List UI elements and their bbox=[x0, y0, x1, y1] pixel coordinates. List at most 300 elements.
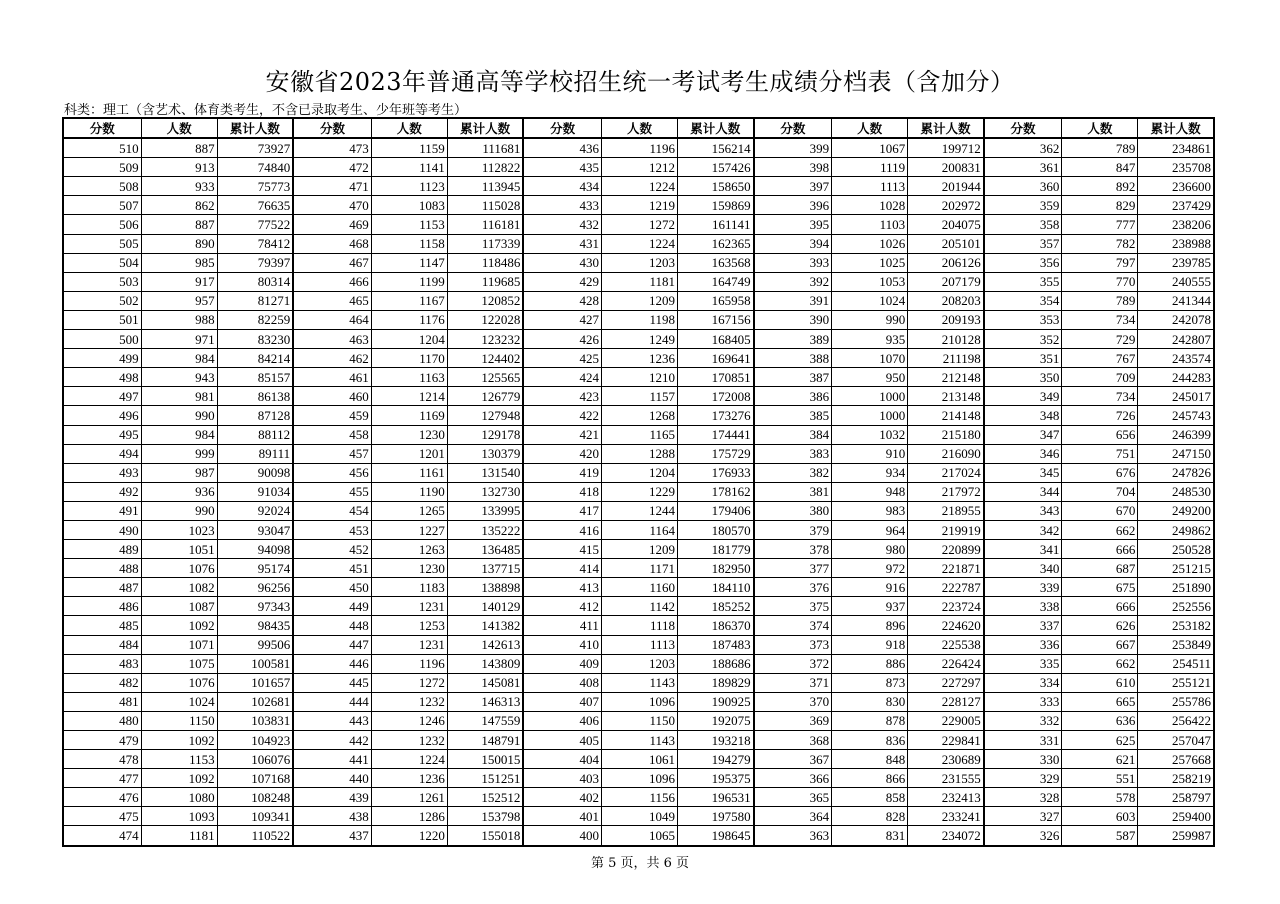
score-cell: 450 bbox=[293, 578, 371, 597]
category-label: 科类：理工（含艺术、体育类考生，不含已录取考生、少年班等考生） bbox=[64, 103, 468, 118]
count-cell: 667 bbox=[1062, 635, 1138, 654]
score-cell: 330 bbox=[984, 750, 1062, 769]
score-cell: 455 bbox=[293, 482, 371, 501]
count-cell: 848 bbox=[832, 750, 908, 769]
cumulative-cell: 98435 bbox=[217, 616, 293, 635]
score-cell: 359 bbox=[984, 196, 1062, 215]
score-cell: 483 bbox=[63, 654, 141, 673]
score-cell: 487 bbox=[63, 578, 141, 597]
count-cell: 734 bbox=[1062, 387, 1138, 406]
table-row bbox=[63, 750, 1214, 769]
cumulative-cell: 115028 bbox=[447, 196, 523, 215]
header-count: 人数 bbox=[601, 118, 677, 138]
cumulative-cell: 79397 bbox=[217, 253, 293, 272]
score-cell: 362 bbox=[984, 138, 1062, 158]
cumulative-cell: 181779 bbox=[678, 540, 754, 559]
score-cell: 406 bbox=[523, 711, 601, 730]
count-cell: 603 bbox=[1062, 807, 1138, 826]
cumulative-cell: 142613 bbox=[447, 635, 523, 654]
score-cell: 500 bbox=[63, 330, 141, 349]
score-cell: 386 bbox=[754, 387, 832, 406]
cumulative-cell: 151251 bbox=[447, 769, 523, 788]
cumulative-cell: 248530 bbox=[1138, 482, 1214, 501]
cumulative-cell: 141382 bbox=[447, 616, 523, 635]
count-cell: 913 bbox=[141, 158, 217, 177]
score-cell: 463 bbox=[293, 330, 371, 349]
count-cell: 665 bbox=[1062, 692, 1138, 711]
score-cell: 447 bbox=[293, 635, 371, 654]
cumulative-cell: 208203 bbox=[908, 291, 984, 310]
score-cell: 421 bbox=[523, 425, 601, 444]
score-cell: 456 bbox=[293, 463, 371, 482]
count-cell: 1025 bbox=[832, 253, 908, 272]
score-cell: 405 bbox=[523, 731, 601, 750]
cumulative-cell: 73927 bbox=[217, 138, 293, 158]
count-cell: 1214 bbox=[371, 387, 447, 406]
header-cumulative: 累计人数 bbox=[217, 118, 293, 138]
count-cell: 1201 bbox=[371, 444, 447, 463]
count-cell: 990 bbox=[832, 310, 908, 329]
cumulative-cell: 111681 bbox=[447, 138, 523, 158]
score-cell: 350 bbox=[984, 368, 1062, 387]
cumulative-cell: 145081 bbox=[447, 673, 523, 692]
count-cell: 984 bbox=[141, 425, 217, 444]
score-cell: 374 bbox=[754, 616, 832, 635]
cumulative-cell: 246399 bbox=[1138, 425, 1214, 444]
score-cell: 376 bbox=[754, 578, 832, 597]
count-cell: 1156 bbox=[601, 788, 677, 807]
score-cell: 373 bbox=[754, 635, 832, 654]
cumulative-cell: 230689 bbox=[908, 750, 984, 769]
score-cell: 477 bbox=[63, 769, 141, 788]
score-cell: 430 bbox=[523, 253, 601, 272]
count-cell: 1224 bbox=[601, 177, 677, 196]
score-cell: 504 bbox=[63, 253, 141, 272]
score-cell: 369 bbox=[754, 711, 832, 730]
score-cell: 392 bbox=[754, 272, 832, 291]
score-cell: 349 bbox=[984, 387, 1062, 406]
score-cell: 411 bbox=[523, 616, 601, 635]
count-cell: 918 bbox=[832, 635, 908, 654]
count-cell: 990 bbox=[141, 406, 217, 425]
table-header-row bbox=[63, 118, 1214, 138]
cumulative-cell: 199712 bbox=[908, 138, 984, 158]
count-cell: 1169 bbox=[371, 406, 447, 425]
count-cell: 1209 bbox=[601, 291, 677, 310]
count-cell: 1024 bbox=[141, 692, 217, 711]
table-row bbox=[63, 482, 1214, 501]
count-cell: 935 bbox=[832, 330, 908, 349]
cumulative-cell: 164749 bbox=[678, 272, 754, 291]
score-cell: 342 bbox=[984, 520, 1062, 539]
count-cell: 950 bbox=[832, 368, 908, 387]
count-cell: 670 bbox=[1062, 501, 1138, 520]
table-row bbox=[63, 463, 1214, 482]
table-row bbox=[63, 501, 1214, 520]
cumulative-cell: 249200 bbox=[1138, 501, 1214, 520]
score-cell: 462 bbox=[293, 349, 371, 368]
score-cell: 371 bbox=[754, 673, 832, 692]
cumulative-cell: 204075 bbox=[908, 215, 984, 234]
count-cell: 1253 bbox=[371, 616, 447, 635]
score-cell: 383 bbox=[754, 444, 832, 463]
score-cell: 389 bbox=[754, 330, 832, 349]
score-cell: 419 bbox=[523, 463, 601, 482]
score-cell: 407 bbox=[523, 692, 601, 711]
count-cell: 1232 bbox=[371, 731, 447, 750]
score-cell: 339 bbox=[984, 578, 1062, 597]
table-row bbox=[63, 387, 1214, 406]
score-cell: 329 bbox=[984, 769, 1062, 788]
table-row bbox=[63, 597, 1214, 616]
score-cell: 394 bbox=[754, 234, 832, 253]
cumulative-cell: 74840 bbox=[217, 158, 293, 177]
page-title: 安徽省2023年普通高等学校招生统一考试考生成绩分档表（含加分） bbox=[265, 68, 1015, 96]
cumulative-cell: 104923 bbox=[217, 731, 293, 750]
count-cell: 1244 bbox=[601, 501, 677, 520]
cumulative-cell: 102681 bbox=[217, 692, 293, 711]
score-cell: 375 bbox=[754, 597, 832, 616]
score-cell: 356 bbox=[984, 253, 1062, 272]
header-cumulative: 累计人数 bbox=[908, 118, 984, 138]
cumulative-cell: 227297 bbox=[908, 673, 984, 692]
score-cell: 446 bbox=[293, 654, 371, 673]
count-cell: 1176 bbox=[371, 310, 447, 329]
count-cell: 831 bbox=[832, 826, 908, 846]
score-cell: 435 bbox=[523, 158, 601, 177]
score-cell: 363 bbox=[754, 826, 832, 846]
count-cell: 777 bbox=[1062, 215, 1138, 234]
count-cell: 1265 bbox=[371, 501, 447, 520]
cumulative-cell: 216090 bbox=[908, 444, 984, 463]
score-cell: 491 bbox=[63, 501, 141, 520]
score-cell: 426 bbox=[523, 330, 601, 349]
score-cell: 340 bbox=[984, 559, 1062, 578]
count-cell: 751 bbox=[1062, 444, 1138, 463]
cumulative-cell: 129178 bbox=[447, 425, 523, 444]
score-cell: 347 bbox=[984, 425, 1062, 444]
score-cell: 361 bbox=[984, 158, 1062, 177]
table-row bbox=[63, 769, 1214, 788]
score-cell: 341 bbox=[984, 540, 1062, 559]
count-cell: 1171 bbox=[601, 559, 677, 578]
count-cell: 789 bbox=[1062, 138, 1138, 158]
cumulative-cell: 147559 bbox=[447, 711, 523, 730]
score-cell: 493 bbox=[63, 463, 141, 482]
cumulative-cell: 77522 bbox=[217, 215, 293, 234]
table-row bbox=[63, 368, 1214, 387]
cumulative-cell: 253849 bbox=[1138, 635, 1214, 654]
score-cell: 384 bbox=[754, 425, 832, 444]
count-cell: 829 bbox=[1062, 196, 1138, 215]
cumulative-cell: 198645 bbox=[678, 826, 754, 846]
score-cell: 436 bbox=[523, 138, 601, 158]
table-row bbox=[63, 177, 1214, 196]
table-row bbox=[63, 310, 1214, 329]
score-cell: 335 bbox=[984, 654, 1062, 673]
cumulative-cell: 97343 bbox=[217, 597, 293, 616]
count-cell: 981 bbox=[141, 387, 217, 406]
score-table bbox=[62, 117, 1215, 847]
count-cell: 1150 bbox=[141, 711, 217, 730]
score-cell: 378 bbox=[754, 540, 832, 559]
count-cell: 675 bbox=[1062, 578, 1138, 597]
count-cell: 1158 bbox=[371, 234, 447, 253]
score-cell: 473 bbox=[293, 138, 371, 158]
score-cell: 388 bbox=[754, 349, 832, 368]
cumulative-cell: 259987 bbox=[1138, 826, 1214, 846]
score-cell: 360 bbox=[984, 177, 1062, 196]
count-cell: 1026 bbox=[832, 234, 908, 253]
count-cell: 910 bbox=[832, 444, 908, 463]
cumulative-cell: 135222 bbox=[447, 520, 523, 539]
score-cell: 429 bbox=[523, 272, 601, 291]
score-cell: 346 bbox=[984, 444, 1062, 463]
cumulative-cell: 231555 bbox=[908, 769, 984, 788]
cumulative-cell: 118486 bbox=[447, 253, 523, 272]
score-cell: 507 bbox=[63, 196, 141, 215]
cumulative-cell: 106076 bbox=[217, 750, 293, 769]
table-row bbox=[63, 253, 1214, 272]
count-cell: 964 bbox=[832, 520, 908, 539]
score-cell: 417 bbox=[523, 501, 601, 520]
count-cell: 1083 bbox=[371, 196, 447, 215]
count-cell: 1080 bbox=[141, 788, 217, 807]
header-score: 分数 bbox=[63, 118, 141, 138]
cumulative-cell: 257668 bbox=[1138, 750, 1214, 769]
header-count: 人数 bbox=[141, 118, 217, 138]
score-cell: 492 bbox=[63, 482, 141, 501]
count-cell: 847 bbox=[1062, 158, 1138, 177]
cumulative-cell: 159869 bbox=[678, 196, 754, 215]
score-cell: 333 bbox=[984, 692, 1062, 711]
count-cell: 980 bbox=[832, 540, 908, 559]
count-cell: 988 bbox=[141, 310, 217, 329]
cumulative-cell: 206126 bbox=[908, 253, 984, 272]
score-cell: 485 bbox=[63, 616, 141, 635]
count-cell: 1199 bbox=[371, 272, 447, 291]
cumulative-cell: 205101 bbox=[908, 234, 984, 253]
score-cell: 413 bbox=[523, 578, 601, 597]
count-cell: 551 bbox=[1062, 769, 1138, 788]
count-cell: 830 bbox=[832, 692, 908, 711]
table-row bbox=[63, 559, 1214, 578]
score-cell: 465 bbox=[293, 291, 371, 310]
cumulative-cell: 163568 bbox=[678, 253, 754, 272]
count-cell: 1288 bbox=[601, 444, 677, 463]
score-cell: 467 bbox=[293, 253, 371, 272]
score-cell: 479 bbox=[63, 731, 141, 750]
score-cell: 393 bbox=[754, 253, 832, 272]
score-cell: 367 bbox=[754, 750, 832, 769]
score-cell: 409 bbox=[523, 654, 601, 673]
score-cell: 404 bbox=[523, 750, 601, 769]
count-cell: 1263 bbox=[371, 540, 447, 559]
cumulative-cell: 78412 bbox=[217, 234, 293, 253]
score-cell: 476 bbox=[63, 788, 141, 807]
score-cell: 466 bbox=[293, 272, 371, 291]
count-cell: 886 bbox=[832, 654, 908, 673]
score-cell: 469 bbox=[293, 215, 371, 234]
score-cell: 451 bbox=[293, 559, 371, 578]
cumulative-cell: 127948 bbox=[447, 406, 523, 425]
score-cell: 496 bbox=[63, 406, 141, 425]
count-cell: 1150 bbox=[601, 711, 677, 730]
cumulative-cell: 193218 bbox=[678, 731, 754, 750]
cumulative-cell: 196531 bbox=[678, 788, 754, 807]
header-count: 人数 bbox=[371, 118, 447, 138]
count-cell: 797 bbox=[1062, 253, 1138, 272]
cumulative-cell: 174441 bbox=[678, 425, 754, 444]
count-cell: 666 bbox=[1062, 540, 1138, 559]
count-cell: 990 bbox=[141, 501, 217, 520]
cumulative-cell: 84214 bbox=[217, 349, 293, 368]
cumulative-cell: 165958 bbox=[678, 291, 754, 310]
cumulative-cell: 255786 bbox=[1138, 692, 1214, 711]
cumulative-cell: 86138 bbox=[217, 387, 293, 406]
cumulative-cell: 125565 bbox=[447, 368, 523, 387]
cumulative-cell: 256422 bbox=[1138, 711, 1214, 730]
table-row bbox=[63, 349, 1214, 368]
cumulative-cell: 161141 bbox=[678, 215, 754, 234]
score-cell: 327 bbox=[984, 807, 1062, 826]
count-cell: 1096 bbox=[601, 692, 677, 711]
score-cell: 395 bbox=[754, 215, 832, 234]
table-row bbox=[63, 291, 1214, 310]
cumulative-cell: 222787 bbox=[908, 578, 984, 597]
count-cell: 1181 bbox=[141, 826, 217, 846]
count-cell: 1143 bbox=[601, 731, 677, 750]
table-row bbox=[63, 138, 1214, 158]
cumulative-cell: 219919 bbox=[908, 520, 984, 539]
score-cell: 454 bbox=[293, 501, 371, 520]
score-cell: 478 bbox=[63, 750, 141, 769]
cumulative-cell: 253182 bbox=[1138, 616, 1214, 635]
cumulative-cell: 244283 bbox=[1138, 368, 1214, 387]
count-cell: 1230 bbox=[371, 425, 447, 444]
cumulative-cell: 189829 bbox=[678, 673, 754, 692]
count-cell: 984 bbox=[141, 349, 217, 368]
score-cell: 458 bbox=[293, 425, 371, 444]
score-cell: 338 bbox=[984, 597, 1062, 616]
count-cell: 972 bbox=[832, 559, 908, 578]
count-cell: 1092 bbox=[141, 769, 217, 788]
score-cell: 503 bbox=[63, 272, 141, 291]
count-cell: 957 bbox=[141, 291, 217, 310]
count-cell: 971 bbox=[141, 330, 217, 349]
score-cell: 481 bbox=[63, 692, 141, 711]
count-cell: 1167 bbox=[371, 291, 447, 310]
count-cell: 687 bbox=[1062, 559, 1138, 578]
count-cell: 1032 bbox=[832, 425, 908, 444]
cumulative-cell: 238206 bbox=[1138, 215, 1214, 234]
score-cell: 381 bbox=[754, 482, 832, 501]
score-cell: 398 bbox=[754, 158, 832, 177]
score-cell: 396 bbox=[754, 196, 832, 215]
count-cell: 1161 bbox=[371, 463, 447, 482]
score-cell: 414 bbox=[523, 559, 601, 578]
count-cell: 636 bbox=[1062, 711, 1138, 730]
cumulative-cell: 232413 bbox=[908, 788, 984, 807]
cumulative-cell: 123232 bbox=[447, 330, 523, 349]
count-cell: 948 bbox=[832, 482, 908, 501]
cumulative-cell: 200831 bbox=[908, 158, 984, 177]
score-cell: 431 bbox=[523, 234, 601, 253]
score-cell: 366 bbox=[754, 769, 832, 788]
count-cell: 890 bbox=[141, 234, 217, 253]
count-cell: 1000 bbox=[832, 387, 908, 406]
count-cell: 987 bbox=[141, 463, 217, 482]
score-cell: 441 bbox=[293, 750, 371, 769]
cumulative-cell: 185252 bbox=[678, 597, 754, 616]
cumulative-cell: 241344 bbox=[1138, 291, 1214, 310]
count-cell: 1023 bbox=[141, 520, 217, 539]
count-cell: 1049 bbox=[601, 807, 677, 826]
header-score: 分数 bbox=[523, 118, 601, 138]
cumulative-cell: 88112 bbox=[217, 425, 293, 444]
score-cell: 482 bbox=[63, 673, 141, 692]
cumulative-cell: 192075 bbox=[678, 711, 754, 730]
cumulative-cell: 202972 bbox=[908, 196, 984, 215]
score-cell: 432 bbox=[523, 215, 601, 234]
cumulative-cell: 94098 bbox=[217, 540, 293, 559]
score-cell: 326 bbox=[984, 826, 1062, 846]
score-cell: 470 bbox=[293, 196, 371, 215]
cumulative-cell: 201944 bbox=[908, 177, 984, 196]
count-cell: 625 bbox=[1062, 731, 1138, 750]
cumulative-cell: 238988 bbox=[1138, 234, 1214, 253]
score-cell: 400 bbox=[523, 826, 601, 846]
table-row bbox=[63, 215, 1214, 234]
header-score: 分数 bbox=[293, 118, 371, 138]
score-cell: 397 bbox=[754, 177, 832, 196]
count-cell: 1067 bbox=[832, 138, 908, 158]
score-cell: 499 bbox=[63, 349, 141, 368]
count-cell: 1157 bbox=[601, 387, 677, 406]
score-cell: 410 bbox=[523, 635, 601, 654]
score-cell: 484 bbox=[63, 635, 141, 654]
table-row bbox=[63, 520, 1214, 539]
cumulative-cell: 75773 bbox=[217, 177, 293, 196]
cumulative-cell: 209193 bbox=[908, 310, 984, 329]
cumulative-cell: 251215 bbox=[1138, 559, 1214, 578]
score-cell: 352 bbox=[984, 330, 1062, 349]
cumulative-cell: 168405 bbox=[678, 330, 754, 349]
score-cell: 425 bbox=[523, 349, 601, 368]
cumulative-cell: 235708 bbox=[1138, 158, 1214, 177]
header-cumulative: 累计人数 bbox=[1138, 118, 1214, 138]
header-score: 分数 bbox=[754, 118, 832, 138]
cumulative-cell: 150015 bbox=[447, 750, 523, 769]
count-cell: 1153 bbox=[141, 750, 217, 769]
count-cell: 916 bbox=[832, 578, 908, 597]
score-cell: 353 bbox=[984, 310, 1062, 329]
cumulative-cell: 179406 bbox=[678, 501, 754, 520]
score-cell: 464 bbox=[293, 310, 371, 329]
count-cell: 1119 bbox=[832, 158, 908, 177]
cumulative-cell: 242078 bbox=[1138, 310, 1214, 329]
cumulative-cell: 258797 bbox=[1138, 788, 1214, 807]
score-cell: 412 bbox=[523, 597, 601, 616]
cumulative-cell: 207179 bbox=[908, 272, 984, 291]
cumulative-cell: 103831 bbox=[217, 711, 293, 730]
score-cell: 332 bbox=[984, 711, 1062, 730]
cumulative-cell: 259400 bbox=[1138, 807, 1214, 826]
count-cell: 1272 bbox=[601, 215, 677, 234]
table-row bbox=[63, 540, 1214, 559]
count-cell: 985 bbox=[141, 253, 217, 272]
cumulative-cell: 212148 bbox=[908, 368, 984, 387]
